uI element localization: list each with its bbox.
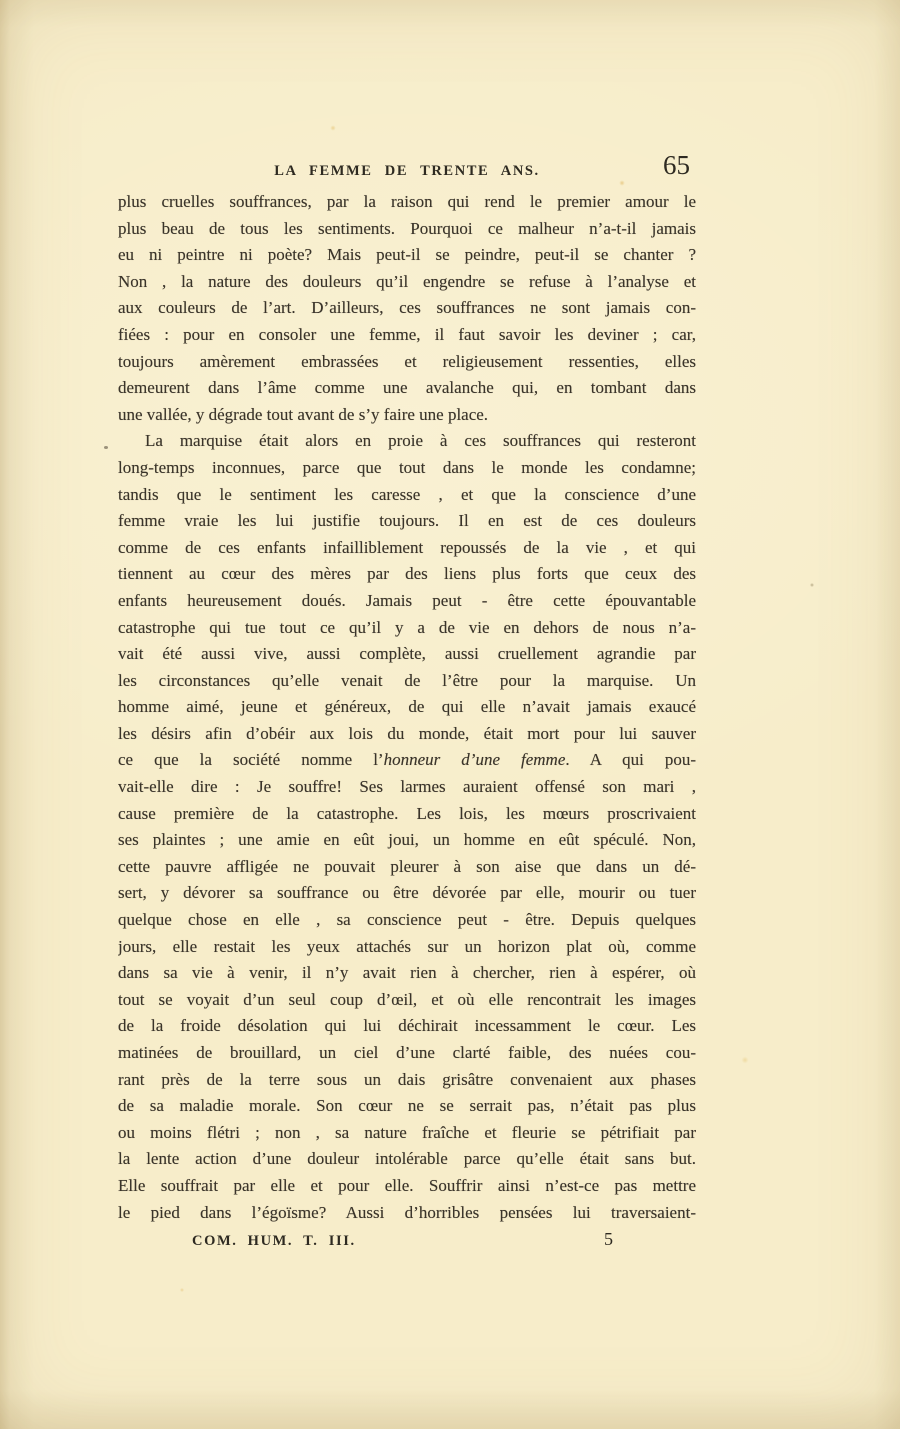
text-line: sert, y dévorer sa souffrance ou être dévorée par elle, mourir ou tuer [118,883,696,903]
text-line: tiennent au cœur des mères par des liens plus forts que ceux des [118,564,696,584]
text-line: toujours amèrement embrassées et religieusement ressenties, elles [118,351,696,371]
page-footer [118,1229,696,1259]
text-line: quelque chose en elle , sa conscience peut - être. Depuis quelques [118,910,696,930]
text-line: vait-elle dire : Je souffre! Ses larmes auraient offensé son mari , [118,777,696,797]
running-head [118,150,696,190]
body-text [118,189,696,1226]
text-line: jours, elle restait les yeux attachés sur un horizon plat où, comme [118,936,696,956]
text-line: vait été aussi vive, aussi complète, aussi cruellement agrandie par [118,644,696,664]
text-line: tandis que le sentiment les caresse , et que la conscience d’une [118,484,696,504]
italic-phrase: honneur d’une femme [383,750,566,770]
text-line: ou moins flétri ; non , sa nature fraîche et fleurie se pétrifiait par [118,1122,696,1142]
text-line: la lente action d’une douleur intolérable parce qu’elle était sans but. [118,1149,696,1169]
text-line: catastrophe qui tue tout ce qu’il y a de vie en dehors de nous n’a- [118,617,696,637]
text-line: Non , la nature des douleurs qu’il engendre se refuse à l’analyse et [118,271,696,291]
text-line: demeurent dans l’âme comme une avalanche qui, en tombant dans [118,378,696,398]
text-line: aux couleurs de l’art. D’ailleurs, ces souffrances ne sont jamais con- [118,298,696,318]
text-line: cette pauvre affligée ne pouvait pleurer à son aise que dans un dé- [118,856,696,876]
running-head-title: LA FEMME DE TRENTE ANS. [274,163,540,179]
text-line: cause première de la catastrophe. Les lois, les mœurs proscrivaient [118,803,696,823]
text-line: La marquise était alors en proie à ces souffrances qui resteront [145,431,696,451]
page-number: 65 [663,150,690,180]
text-line: homme aimé, jeune et généreux, de qui elle n’avait jamais exaucé [118,697,696,717]
text-line: dans sa vie à venir, il n’y avait rien à chercher, rien à espérer, où [118,963,696,983]
sheet-number: 5 [604,1229,613,1249]
text-line: rant près de la terre sous un dais grisâtre convenaient aux phases [118,1069,696,1089]
text-line: comme de ces enfants infailliblement repoussés de la vie , et qui [118,537,696,557]
text-line: long-temps inconnues, parce que tout dans le monde les condamne; [118,457,696,477]
text-line: ses plaintes ; une amie en eût joui, un homme en eût spéculé. Non, [118,830,696,850]
text-line: femme vraie les lui justifie toujours. Il en est de ces douleurs [118,511,696,531]
text-line: plus cruelles souffrances, par la raison qui rend le premier amour le [118,192,696,211]
text-line: enfants heureusement doués. Jamais peut - être cette épouvantable [118,590,696,610]
text-line: le pied dans l’égoïsme? Aussi d’horribles pensées lui traversaient- [118,1202,696,1222]
text-segment: . A qui pou- [565,750,696,770]
text-line: de sa maladie morale. Son cœur ne se serrait pas, n’était pas plus [118,1096,696,1116]
text-line [118,747,696,774]
text-line: fiées : pour en consoler une femme, il faut savoir les deviner ; car, [118,324,696,344]
text-segment: ce que la société nomme l’ [118,750,384,770]
text-line: de la froide désolation qui lui déchirait incessamment le cœur. Les [118,1016,696,1036]
text-line: eu ni peintre ni poète? Mais peut-il se peindre, peut-il se chanter ? [118,245,696,265]
ink-speck [104,446,108,449]
text-line: plus beau de tous les sentiments. Pourquoi ce malheur n’a-t-il jamais [118,218,696,238]
text-line: tout se voyait d’un seul coup d’œil, et où elle rencontrait les images [118,989,696,1009]
text-line: une vallée, y dégrade tout avant de s’y faire une place. [118,404,489,424]
text-line: les désirs afin d’obéir aux lois du monde, était mort pour lui sauver [118,723,696,743]
text-line: Elle souffrait par elle et pour elle. Souffrir ainsi n’est-ce pas mettre [118,1175,696,1195]
text-line: matinées de brouillard, un ciel d’une clarté faible, des nuées cou- [118,1043,696,1062]
text-line: les circonstances qu’elle venait de l’être pour la marquise. Un [118,670,696,690]
volume-signature: COM. HUM. T. III. [192,1233,356,1249]
